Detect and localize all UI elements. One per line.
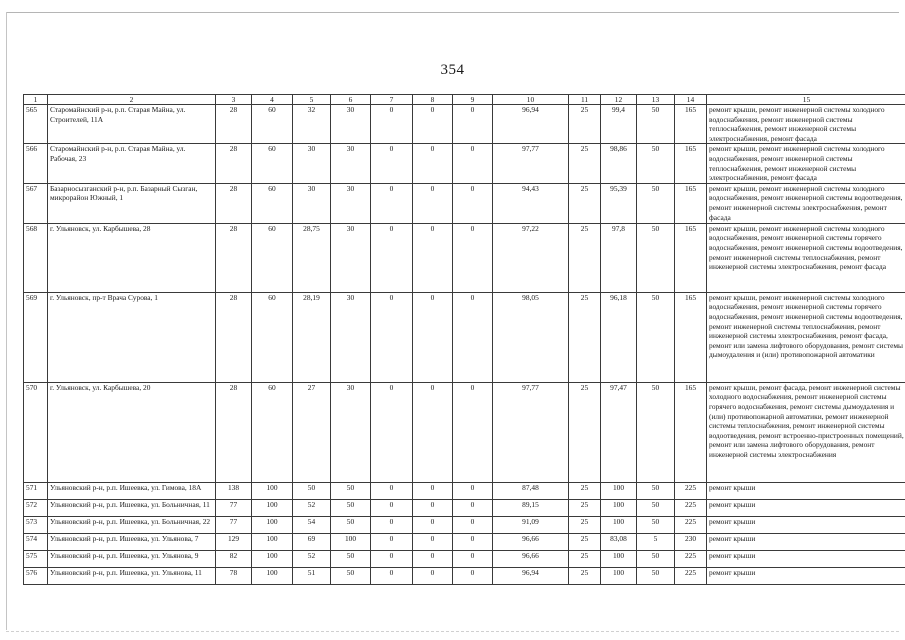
- row-number-cell: 565: [24, 105, 48, 144]
- value-cell: 54: [293, 516, 331, 533]
- works-description-cell: ремонт крыши, ремонт инженерной системы холодного водоснабжения, ремонт инженерной системы горячего водоснабжения, ремонт инженерной системы водоотведения, ремонт инженерной системы теплоснабжения, ремонт инженерной системы электроснабжения, ремонт фасада: [707, 223, 905, 292]
- value-cell: 0: [371, 550, 413, 567]
- value-cell: 0: [371, 567, 413, 584]
- value-cell: 225: [675, 499, 707, 516]
- value-cell: 100: [252, 482, 293, 499]
- address-cell: Ульяновский р-н, р.п. Ишеевка, ул. Ульянова, 7: [48, 533, 216, 550]
- value-cell: 0: [453, 550, 493, 567]
- works-description-cell: ремонт крыши: [707, 499, 905, 516]
- value-cell: 0: [453, 533, 493, 550]
- table-row: [24, 144, 905, 183]
- value-cell: 25: [569, 482, 601, 499]
- row-number-cell: 572: [24, 499, 48, 516]
- table-row: [24, 533, 905, 550]
- works-description-cell: ремонт крыши: [707, 482, 905, 499]
- value-cell: 0: [453, 144, 493, 183]
- column-number-header: 8: [413, 95, 453, 105]
- row-number-cell: 567: [24, 183, 48, 223]
- value-cell: 25: [569, 550, 601, 567]
- value-cell: 0: [413, 292, 453, 382]
- page-border-bottom: [6, 631, 899, 632]
- row-number-cell: 566: [24, 144, 48, 183]
- value-cell: 28,19: [293, 292, 331, 382]
- page-number: 354: [440, 62, 465, 78]
- address-cell: Ульяновский р-н, р.п. Ишеевка, ул. Гимова, 18А: [48, 482, 216, 499]
- column-number-header: 7: [371, 95, 413, 105]
- value-cell: 100: [601, 567, 637, 584]
- value-cell: 89,15: [493, 499, 569, 516]
- value-cell: 25: [569, 223, 601, 292]
- address-cell: Ульяновский р-н, р.п. Ишеевка, ул. Ульянова, 9: [48, 550, 216, 567]
- value-cell: 30: [331, 382, 371, 482]
- value-cell: 50: [637, 292, 675, 382]
- value-cell: 60: [252, 292, 293, 382]
- value-cell: 25: [569, 516, 601, 533]
- value-cell: 25: [569, 533, 601, 550]
- works-description-cell: ремонт крыши, ремонт инженерной системы холодного водоснабжения, ремонт инженерной системы водоотведения, ремонт инженерной системы электроснабжения, ремонт фасада: [707, 183, 905, 223]
- value-cell: 30: [331, 223, 371, 292]
- works-description-cell: ремонт крыши: [707, 550, 905, 567]
- value-cell: 165: [675, 382, 707, 482]
- table-row: [24, 292, 905, 382]
- value-cell: 0: [413, 482, 453, 499]
- value-cell: 25: [569, 183, 601, 223]
- value-cell: 98,05: [493, 292, 569, 382]
- column-number-header: 11: [569, 95, 601, 105]
- value-cell: 5: [637, 533, 675, 550]
- value-cell: 25: [569, 499, 601, 516]
- value-cell: 28: [216, 382, 252, 482]
- row-number-cell: 569: [24, 292, 48, 382]
- row-number-cell: 575: [24, 550, 48, 567]
- works-description-cell: ремонт крыши, ремонт инженерной системы холодного водоснабжения, ремонт инженерной системы теплоснабжения, ремонт инженерной системы электроснабжения, ремонт фасада: [707, 144, 905, 183]
- table-body: [24, 105, 905, 585]
- value-cell: 0: [413, 516, 453, 533]
- value-cell: 100: [331, 533, 371, 550]
- value-cell: 100: [252, 550, 293, 567]
- value-cell: 60: [252, 183, 293, 223]
- address-cell: Ульяновский р-н, р.п. Ишеевка, ул. Больничная, 11: [48, 499, 216, 516]
- table-row: [24, 482, 905, 499]
- value-cell: 0: [413, 499, 453, 516]
- value-cell: 69: [293, 533, 331, 550]
- value-cell: 165: [675, 223, 707, 292]
- value-cell: 50: [637, 499, 675, 516]
- value-cell: 100: [601, 499, 637, 516]
- value-cell: 50: [331, 516, 371, 533]
- value-cell: 87,48: [493, 482, 569, 499]
- value-cell: 100: [601, 516, 637, 533]
- column-number-row: [24, 95, 905, 105]
- value-cell: 78: [216, 567, 252, 584]
- column-number-header: 14: [675, 95, 707, 105]
- table-row: [24, 516, 905, 533]
- column-number-header: 13: [637, 95, 675, 105]
- value-cell: 0: [413, 223, 453, 292]
- table-row: [24, 223, 905, 292]
- value-cell: 30: [293, 144, 331, 183]
- value-cell: 225: [675, 482, 707, 499]
- value-cell: 97,77: [493, 382, 569, 482]
- address-cell: г. Ульяновск, ул. Карбышева, 28: [48, 223, 216, 292]
- value-cell: 165: [675, 292, 707, 382]
- address-cell: Базарносызганский р-н, р.п. Базарный Сызган, микрорайон Южный, 1: [48, 183, 216, 223]
- value-cell: 100: [252, 499, 293, 516]
- value-cell: 25: [569, 567, 601, 584]
- value-cell: 50: [637, 567, 675, 584]
- value-cell: 0: [413, 567, 453, 584]
- value-cell: 52: [293, 550, 331, 567]
- value-cell: 100: [252, 533, 293, 550]
- value-cell: 100: [601, 482, 637, 499]
- value-cell: 100: [601, 550, 637, 567]
- value-cell: 0: [371, 223, 413, 292]
- value-cell: 83,08: [601, 533, 637, 550]
- value-cell: 0: [371, 144, 413, 183]
- value-cell: 165: [675, 105, 707, 144]
- column-number-header: 3: [216, 95, 252, 105]
- value-cell: 0: [453, 499, 493, 516]
- column-number-header: 15: [707, 95, 905, 105]
- value-cell: 0: [413, 144, 453, 183]
- value-cell: 28: [216, 105, 252, 144]
- value-cell: 50: [637, 144, 675, 183]
- value-cell: 50: [293, 482, 331, 499]
- value-cell: 0: [371, 482, 413, 499]
- value-cell: 94,43: [493, 183, 569, 223]
- value-cell: 77: [216, 516, 252, 533]
- value-cell: 0: [453, 105, 493, 144]
- value-cell: 51: [293, 567, 331, 584]
- value-cell: 0: [413, 533, 453, 550]
- value-cell: 129: [216, 533, 252, 550]
- value-cell: 0: [453, 382, 493, 482]
- value-cell: 97,22: [493, 223, 569, 292]
- address-cell: Ульяновский р-н, р.п. Ишеевка, ул. Ульянова, 11: [48, 567, 216, 584]
- column-number-header: 6: [331, 95, 371, 105]
- works-description-cell: ремонт крыши: [707, 516, 905, 533]
- value-cell: 50: [637, 550, 675, 567]
- value-cell: 225: [675, 567, 707, 584]
- row-number-cell: 574: [24, 533, 48, 550]
- value-cell: 60: [252, 144, 293, 183]
- value-cell: 0: [371, 499, 413, 516]
- value-cell: 225: [675, 550, 707, 567]
- value-cell: 28: [216, 223, 252, 292]
- table-row: [24, 105, 905, 144]
- value-cell: 28: [216, 292, 252, 382]
- value-cell: 95,39: [601, 183, 637, 223]
- value-cell: 0: [453, 183, 493, 223]
- value-cell: 77: [216, 499, 252, 516]
- value-cell: 50: [331, 567, 371, 584]
- value-cell: 96,94: [493, 567, 569, 584]
- column-number-header: 4: [252, 95, 293, 105]
- row-number-cell: 570: [24, 382, 48, 482]
- value-cell: 25: [569, 105, 601, 144]
- value-cell: 25: [569, 382, 601, 482]
- value-cell: 230: [675, 533, 707, 550]
- value-cell: 96,94: [493, 105, 569, 144]
- value-cell: 50: [331, 550, 371, 567]
- value-cell: 0: [371, 533, 413, 550]
- table-row: [24, 499, 905, 516]
- table-row: [24, 550, 905, 567]
- value-cell: 97,8: [601, 223, 637, 292]
- value-cell: 28: [216, 183, 252, 223]
- value-cell: 30: [331, 183, 371, 223]
- value-cell: 0: [453, 223, 493, 292]
- value-cell: 30: [331, 292, 371, 382]
- value-cell: 0: [371, 292, 413, 382]
- value-cell: 0: [413, 550, 453, 567]
- value-cell: 0: [371, 516, 413, 533]
- value-cell: 50: [331, 499, 371, 516]
- value-cell: 60: [252, 223, 293, 292]
- value-cell: 27: [293, 382, 331, 482]
- column-number-header: 10: [493, 95, 569, 105]
- page-border-left: [6, 12, 7, 630]
- value-cell: 50: [637, 105, 675, 144]
- address-cell: Старомайнский р-н, р.п. Старая Майна, ул. Рабочая, 23: [48, 144, 216, 183]
- value-cell: 0: [453, 567, 493, 584]
- column-number-header: 12: [601, 95, 637, 105]
- row-number-cell: 568: [24, 223, 48, 292]
- value-cell: 0: [371, 183, 413, 223]
- works-description-cell: ремонт крыши, ремонт инженерной системы холодного водоснабжения, ремонт инженерной системы теплоснабжения, ремонт инженерной системы электроснабжения, ремонт фасада: [707, 105, 905, 144]
- value-cell: 96,18: [601, 292, 637, 382]
- value-cell: 28: [216, 144, 252, 183]
- value-cell: 50: [637, 223, 675, 292]
- value-cell: 30: [331, 105, 371, 144]
- table-row: [24, 382, 905, 482]
- value-cell: 0: [453, 292, 493, 382]
- value-cell: 0: [413, 105, 453, 144]
- value-cell: 138: [216, 482, 252, 499]
- value-cell: 32: [293, 105, 331, 144]
- value-cell: 100: [252, 516, 293, 533]
- value-cell: 225: [675, 516, 707, 533]
- value-cell: 96,66: [493, 550, 569, 567]
- value-cell: 96,66: [493, 533, 569, 550]
- value-cell: 25: [569, 292, 601, 382]
- value-cell: 30: [293, 183, 331, 223]
- value-cell: 0: [413, 183, 453, 223]
- column-number-header: 5: [293, 95, 331, 105]
- column-number-header: 2: [48, 95, 216, 105]
- works-description-cell: ремонт крыши, ремонт инженерной системы холодного водоснабжения, ремонт инженерной системы горячего водоснабжения, ремонт инженерной системы водоотведения, ремонт инженерной системы теплоснабжения, ремонт инженерной системы электроснабжения, ремонт фасада, ремонт или замена лифтового оборудования, ремонт системы дымоудаления и (или) противопожарной автоматики: [707, 292, 905, 382]
- value-cell: 50: [637, 183, 675, 223]
- address-cell: Старомайнский р-н, р.п. Старая Майна, ул. Строителей, 11А: [48, 105, 216, 144]
- row-number-cell: 571: [24, 482, 48, 499]
- value-cell: 50: [637, 482, 675, 499]
- table-row: [24, 183, 905, 223]
- column-number-header: 1: [24, 95, 48, 105]
- value-cell: 60: [252, 105, 293, 144]
- value-cell: 60: [252, 382, 293, 482]
- address-cell: Ульяновский р-н, р.п. Ишеевка, ул. Больничная, 22: [48, 516, 216, 533]
- value-cell: 28,75: [293, 223, 331, 292]
- value-cell: 0: [371, 382, 413, 482]
- value-cell: 165: [675, 144, 707, 183]
- value-cell: 91,09: [493, 516, 569, 533]
- works-description-cell: ремонт крыши, ремонт фасада, ремонт инженерной системы холодного водоснабжения, ремонт инженерной системы горячего водоснабжения, ремонт системы дымоудаления и (или) противопожарной автоматики, ремонт инженерной системы теплоснабжения, ремонт инженерной системы водоотведения, ремонт встроенно-пристроенных помещений, ремонт или замена лифтового оборудования, ремонт инженерной системы электроснабжения: [707, 382, 905, 482]
- repair-program-table: [23, 94, 905, 585]
- table-row: [24, 567, 905, 584]
- value-cell: 0: [453, 482, 493, 499]
- address-cell: г. Ульяновск, ул. Карбышева, 20: [48, 382, 216, 482]
- value-cell: 52: [293, 499, 331, 516]
- value-cell: 100: [252, 567, 293, 584]
- value-cell: 0: [453, 516, 493, 533]
- works-description-cell: ремонт крыши: [707, 533, 905, 550]
- value-cell: 30: [331, 144, 371, 183]
- value-cell: 99,4: [601, 105, 637, 144]
- column-number-header: 9: [453, 95, 493, 105]
- value-cell: 50: [637, 382, 675, 482]
- row-number-cell: 573: [24, 516, 48, 533]
- address-cell: г. Ульяновск, пр-т Врача Сурова, 1: [48, 292, 216, 382]
- value-cell: 97,47: [601, 382, 637, 482]
- value-cell: 97,77: [493, 144, 569, 183]
- value-cell: 50: [637, 516, 675, 533]
- value-cell: 82: [216, 550, 252, 567]
- row-number-cell: 576: [24, 567, 48, 584]
- value-cell: 0: [413, 382, 453, 482]
- works-description-cell: ремонт крыши: [707, 567, 905, 584]
- value-cell: 0: [371, 105, 413, 144]
- value-cell: 25: [569, 144, 601, 183]
- value-cell: 98,86: [601, 144, 637, 183]
- value-cell: 165: [675, 183, 707, 223]
- value-cell: 50: [331, 482, 371, 499]
- page-border-top: [6, 12, 899, 13]
